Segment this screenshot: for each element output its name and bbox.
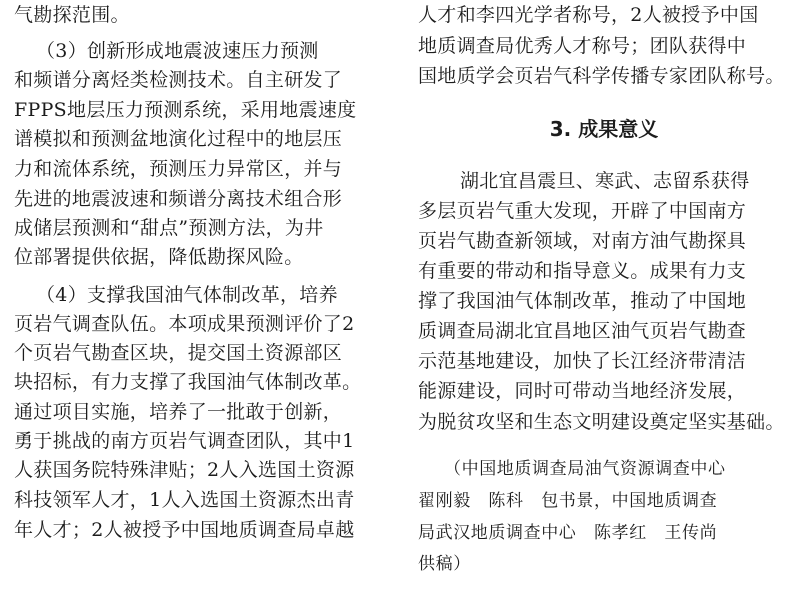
text-line: 为脱贫攻坚和生态文明建设奠定坚实基础。: [418, 411, 785, 433]
section-heading: 3. 成果意义: [549, 117, 659, 141]
credit-line: 供稿）: [418, 554, 471, 574]
text-line: 块招标，有力支撑了我国油气体制改革。: [14, 371, 362, 393]
text-line: 人获国务院特殊津贴；2人入选国土资源: [14, 459, 355, 481]
text-line: 勇于挑战的南方页岩气调查团队，其中1: [14, 430, 355, 452]
text-line: 页岩气勘查新领域，对南方油气勘探具: [418, 230, 747, 252]
text-line: 通过项目实施，培养了一批敢于创新，: [14, 401, 343, 423]
text-line: 力和流体系统，预测压力异常区，并与: [14, 158, 343, 180]
text-line: 多层页岩气重大发现，开辟了中国南方: [418, 200, 747, 222]
text-line: 和频谱分离烃类检测技术。自主研发了: [14, 69, 343, 91]
paragraph-heading-4: （4）支撑我国油气体制改革，培养: [36, 284, 338, 306]
text-line: 个页岩气勘查区块，提交国土资源部区: [14, 342, 343, 364]
credit-line: （中国地质调查局油气资源调查中心: [444, 459, 726, 479]
text-line: 年人才；2人被授予中国地质调查局卓越: [14, 519, 355, 541]
text-line: 谱模拟和预测盆地演化过程中的地层压: [14, 128, 343, 150]
text-line: 示范基地建设，加快了长江经济带清洁: [418, 350, 747, 372]
text-line: 国地质学会页岩气科学传播专家团队称号。: [418, 65, 785, 87]
text-line: 湖北宜昌震旦、寒武、志留系获得: [460, 170, 750, 192]
text-line: 页岩气调查队伍。本项成果预测评价了2: [14, 313, 355, 335]
text-line: 位部署提供依据，降低勘探风险。: [14, 246, 304, 268]
text-line: 成储层预测和“甜点”预测方法，为井: [14, 217, 324, 239]
text-line: FPPS地层压力预测系统，采用地震速度: [14, 99, 357, 121]
text-line: 地质调查局优秀人才称号；团队获得中: [418, 35, 747, 57]
text-line: 气勘探范围。: [14, 4, 130, 26]
text-line: 科技领军人才，1人入选国土资源杰出青: [14, 489, 355, 511]
text-line: 质调查局湖北宜昌地区油气页岩气勘查: [418, 320, 747, 342]
paragraph-heading-3: （3）创新形成地震波速压力预测: [36, 40, 319, 62]
text-line: 能源建设，同时可带动当地经济发展，: [418, 380, 747, 402]
text-line: 撑了我国油气体制改革，推动了中国地: [418, 290, 747, 312]
credit-line: 局武汉地质调查中心 陈孝红 王传尚: [418, 523, 718, 543]
credit-line: 翟刚毅 陈科 包书景，中国地质调查: [418, 491, 718, 511]
text-line: 人才和李四光学者称号，2人被授予中国: [418, 4, 759, 26]
text-line: 先进的地震波速和频谱分离技术组合形: [14, 188, 343, 210]
text-line: 有重要的带动和指导意义。成果有力支: [418, 260, 747, 282]
